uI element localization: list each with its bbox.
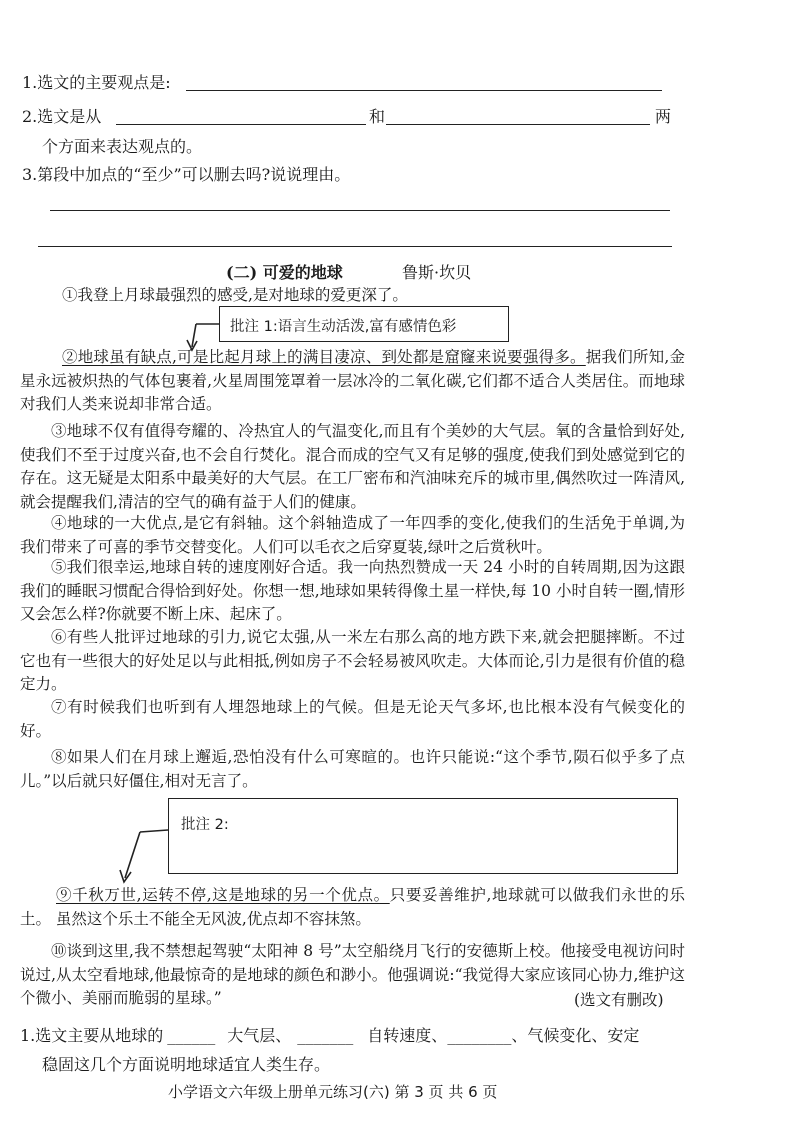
annotation-1-text: 批注 1:语言生动活泼,富有感情色彩 [230, 319, 457, 335]
bottom-question-line-2: 稳固这几个方面说明地球适宜人类生存。 [42, 1055, 331, 1074]
paragraph-7: ⑦有时候我们也听到有人埋怨地球上的气候。但是无论天气多坏,也比根本没有气候变化的好。 [20, 698, 685, 740]
blank-1[interactable]: ______ [167, 1026, 216, 1045]
paragraph-9-rest: 只要妥善维护,地球就可以做我们永世的乐土。 虽然这个乐土不能全无风波,优点却不容抹煞。 [20, 886, 685, 928]
source-note: (选文有删改) [574, 991, 664, 1009]
bq-text-c: 自转速度、 [367, 1026, 448, 1045]
annotation-2-label: 批注 2: [181, 817, 229, 833]
blank-3[interactable]: ________ [447, 1026, 512, 1045]
passage-title: (二) 可爱的地球 [226, 263, 343, 282]
question-2-and: 和 [369, 107, 386, 126]
paragraph-4: ④地球的一大优点,是它有斜轴。这个斜轴造成了一年四季的变化,使我们的生活免于单调,为我们带来了可喜的季节交替变化。人们可以毛衣之后穿夏装,绿叶之后赏秋叶。 [20, 514, 685, 556]
question-3: 3.第段中加点的“至少”可以删去吗?说说理由。 [22, 165, 351, 184]
question-2: 2.选文是从 [22, 107, 102, 126]
page-footer: 小学语文六年级上册单元练习(六) 第 3 页 共 6 页 [168, 1083, 498, 1101]
paragraph-2-underlined: ②地球虽有缺点,可是比起月球上的满目凄凉、到处都是窟窿来说要强得多。 [62, 348, 586, 366]
question-2-end: 两 [655, 107, 672, 126]
paragraph-6: ⑥有些人批评过地球的引力,说它太强,从一米左右那么高的地方跌下来,就会把腿摔断。不过它也有一些很大的好处足以与此相抵,例如房子不会轻易被风吹走。大体而论,引力是很有价值的稳定力。 [20, 628, 685, 694]
paragraph-9-underlined: ⑨千秋万世,运转不停,这是地球的另一个优点。 [56, 886, 390, 904]
passage-author: 鲁斯·坎贝 [402, 263, 472, 282]
bq-text-a: 1.选文主要从地球的 [20, 1026, 164, 1045]
paragraph-2-rest: 据我们所知,金星永远被炽热的气体包裹着,火星周围笼罩着一层冰冷的二氧化碳,它们都不适合人类居住。而地球对我们人类来说却非常合适。 [20, 348, 685, 414]
paragraph-1: ①我登上月球最强烈的感受,是对地球的爱更深了。 [62, 286, 408, 304]
paragraph-8: ⑧如果人们在月球上邂逅,恐怕没有什么可寒暄的。也许只能说:“这个季节,陨石似乎多了点儿。”以后就只好僵住,相对无言了。 [20, 748, 685, 790]
paragraph-10: ⑩谈到这里,我不禁想起驾驶“太阳神 8 号”太空船绕月飞行的安德斯上校。他接受电视访问时说过,从太空看地球,他最惊奇的是地球的颜色和渺小。他强调说:“我觉得大家应该同心协力,维护这个微小、美丽而脆弱的星球。” [20, 942, 685, 1008]
paragraph-5: ⑤我们很幸运,地球自转的速度刚好合适。我一向热烈赞成一天 24 小时的自转周期,因为这跟我们的睡眠习惯配合得恰到好处。你想一想,地球如果转得像土星一样快,每 10 小时自转一圈,情形又会怎么样?你就要不断上床、起床了。 [20, 558, 685, 624]
question-1: 1.选文的主要观点是: [22, 73, 171, 92]
paragraph-3: ③地球不仅有值得夸耀的、冷热宜人的气温变化,而且有个美妙的大气层。氧的含量恰到好处,使我们不至于过度兴奋,也不会自行焚化。混合而成的空气又有足够的强度,使我们到处感觉到它的存在。这无疑是太阳系中最美好的大气层。在工厂密布和汽油味充斥的城市里,偶然吹过一阵清风,就会提醒我们,清洁的空气的确有益于人们的健康。 [20, 422, 685, 511]
bq-text-d: 、气候变化、安定 [511, 1026, 640, 1045]
question-2-continued: 个方面来表达观点的。 [42, 137, 203, 156]
bottom-question-line-1 [20, 1023, 639, 1046]
paragraph-9 [20, 884, 685, 931]
bq-text-b: 大气层、 [227, 1026, 292, 1045]
blank-2[interactable]: _______ [297, 1026, 354, 1045]
